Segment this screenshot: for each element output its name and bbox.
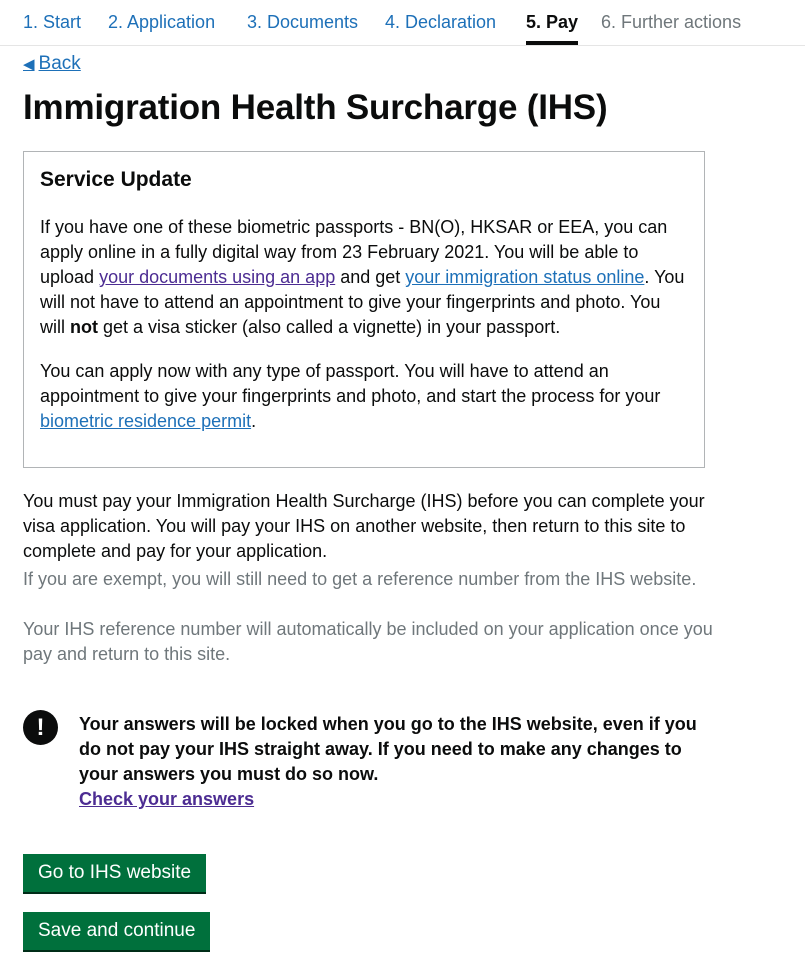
step-documents-link[interactable]: 3. Documents bbox=[247, 12, 359, 32]
go-to-ihs-website-button[interactable]: Go to IHS website bbox=[23, 854, 206, 892]
service-update-text: If you have one of these biometric passports - BN(O), HKSAR or EEA, you can apply online in a fully digital way from 23 February 2021. You will be able to upload bbox=[40, 217, 668, 287]
warning-text: Your answers will be locked when you go to the IHS website, even if you do not pay your IHS straight away. If you need to make any changes to your answers you must do so now. bbox=[79, 714, 697, 784]
step-declaration-link[interactable]: 4. Declaration bbox=[385, 12, 497, 32]
exempt-note: If you are exempt, you will still need to get a reference number from the IHS website. bbox=[23, 569, 697, 589]
back-arrow-icon: ◀ bbox=[23, 56, 35, 73]
service-update-panel bbox=[23, 151, 705, 468]
service-update-paragraph-2 bbox=[40, 359, 690, 434]
step-application-link[interactable]: 2. Application bbox=[108, 12, 216, 32]
reference-number-note: Your IHS reference number will automatically be included on your application once you pay and return to this site. bbox=[23, 619, 713, 664]
step-pay-current: 5. Pay bbox=[526, 12, 579, 32]
back-link-label: Back bbox=[38, 53, 81, 74]
step-navigation bbox=[0, 0, 805, 46]
check-your-answers-link[interactable]: Check your answers bbox=[79, 789, 255, 809]
biometric-residence-permit-link[interactable]: biometric residence permit bbox=[40, 411, 252, 431]
service-update-paragraph-1 bbox=[40, 215, 690, 340]
step-further-actions: 6. Further actions bbox=[601, 12, 742, 32]
step-start-link[interactable]: 1. Start bbox=[23, 12, 82, 32]
service-update-text: You can apply now with any type of passport. You will have to attend an appointment to give your fingerprints and photo, and start the process for your bbox=[40, 361, 661, 406]
page-title: Immigration Health Surcharge (IHS) bbox=[23, 88, 608, 127]
warning-exclamation-icon: ! bbox=[23, 710, 58, 745]
service-update-emphasis: not bbox=[70, 317, 98, 337]
back-link[interactable] bbox=[23, 53, 81, 75]
ihs-intro-paragraph: You must pay your Immigration Health Surcharge (IHS) before you can complete your visa application. You will pay your IHS on another website, then return to this site to complete and pay for your application. bbox=[23, 491, 705, 561]
service-update-text: . You will not have to attend an appointment to give your fingerprints and photo. You will bbox=[40, 267, 685, 337]
service-update-text: . bbox=[251, 411, 257, 431]
save-and-continue-button[interactable]: Save and continue bbox=[23, 912, 210, 950]
documents-app-link[interactable]: your documents using an app bbox=[99, 267, 336, 287]
service-update-text: get a visa sticker (also called a vignette) in your passport. bbox=[97, 317, 561, 337]
service-update-title: Service Update bbox=[40, 168, 192, 191]
service-update-text: and get bbox=[335, 267, 406, 287]
immigration-status-link[interactable]: your immigration status online bbox=[405, 267, 645, 287]
